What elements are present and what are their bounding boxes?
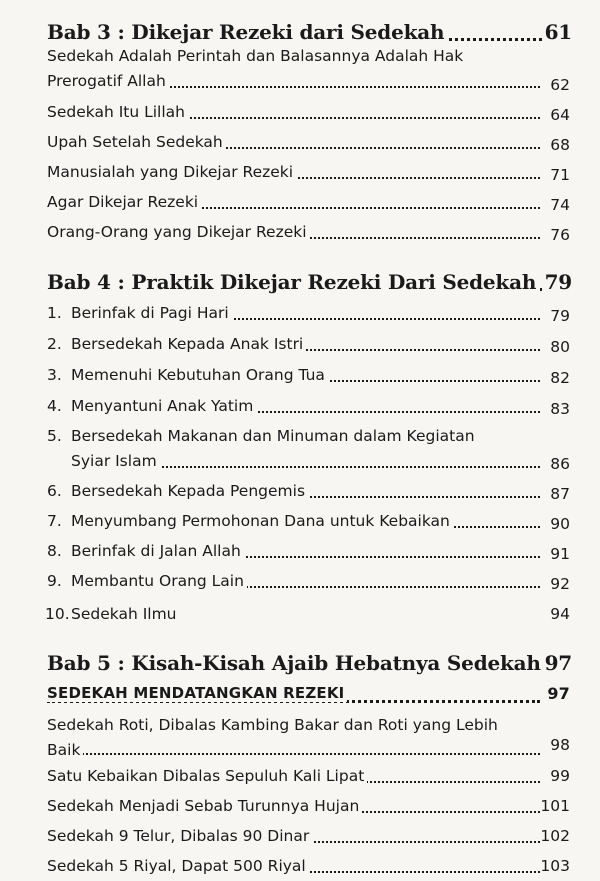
entry-title-line2: Syiar Islam — [47, 452, 160, 470]
entry-number: 6. — [47, 482, 62, 500]
entry-title: Berinfak di Jalan Allah — [71, 542, 241, 560]
entry-page: 82 — [550, 369, 570, 387]
entry-title: Upah Setelah Sedekah — [47, 133, 226, 151]
entry-title: Menyumbang Permohonan Dana untuk Kebaikan — [71, 512, 450, 530]
entry-number: 8. — [47, 542, 62, 560]
entry-page: 103 — [540, 857, 570, 875]
entry-page: 64 — [550, 106, 570, 124]
entry-title: Sedekah Menjadi Sebab Turunnya Hujan — [47, 797, 362, 815]
entry-title: Manusialah yang Dikejar Rezeki — [47, 163, 296, 181]
entry-number: 9. — [47, 572, 62, 590]
chapter-page: 79 — [544, 270, 572, 294]
entry-page: 71 — [550, 166, 570, 184]
entry-number: 5. — [47, 427, 62, 445]
subheading-title: SEDEKAH MENDATANGKAN REZEKI — [47, 684, 347, 702]
entry-page: 87 — [550, 485, 570, 503]
entry-title: Bersedekah Kepada Anak Istri — [71, 335, 304, 353]
entry-number: 2. — [47, 335, 62, 353]
entry-title: Menyantuni Anak Yatim — [71, 397, 254, 415]
entry-title-line2: Prerogatif Allah — [47, 72, 169, 90]
entry-title: Orang-Orang yang Dikejar Rezeki — [47, 223, 310, 241]
entry-page: 86 — [550, 455, 570, 473]
entry-title: Sedekah 5 Riyal, Dapat 500 Riyal — [47, 857, 309, 875]
entry-title-line2: Baik — [47, 741, 83, 759]
entry-title: Memenuhi Kebutuhan Orang Tua — [71, 366, 325, 384]
entry-page: 102 — [540, 827, 570, 845]
entry-page: 74 — [550, 196, 570, 214]
entry-title: Satu Kebaikan Dibalas Sepuluh Kali Lipat — [47, 767, 367, 785]
entry-number: 3. — [47, 366, 62, 384]
entry-title: Berinfak di Pagi Hari — [71, 304, 229, 322]
entry-page: 80 — [550, 338, 570, 356]
entry-title-line1: Bersedekah Makanan dan Minuman dalam Kegiatan — [71, 427, 475, 445]
entry-title: Sedekah 9 Telur, Dibalas 90 Dinar — [47, 827, 312, 845]
chapter-page: 61 — [544, 20, 572, 44]
entry-number: 10. — [45, 605, 70, 623]
entry-page: 94 — [550, 605, 570, 623]
entry-page: 62 — [550, 76, 570, 94]
chapter-title: Bab 3 : Dikejar Rezeki dari Sedekah — [47, 20, 448, 44]
chapter-title: Bab 4 : Praktik Dikejar Rezeki Dari Sedekah — [47, 270, 540, 294]
chapter-page: 97 — [544, 651, 572, 675]
entry-title-line1: Sedekah Adalah Perintah dan Balasannya Adalah Hak — [47, 47, 466, 65]
entry-page: 92 — [550, 575, 570, 593]
entry-number: 1. — [47, 304, 62, 322]
chapter-title: Bab 5 : Kisah-Kisah Ajaib Hebatnya Sedekah — [47, 651, 545, 675]
entry-number: 4. — [47, 397, 62, 415]
entry-title: Sedekah Ilmu — [71, 605, 177, 623]
entry-page: 101 — [540, 797, 570, 815]
entry-title-line1: Sedekah Roti, Dibalas Kambing Bakar dan Roti yang Lebih — [47, 716, 501, 734]
entry-title: Agar Dikejar Rezeki — [47, 193, 201, 211]
entry-title: Bersedekah Kepada Pengemis — [71, 482, 306, 500]
entry-title: Sedekah Itu Lillah — [47, 103, 188, 121]
entry-page: 76 — [550, 226, 570, 244]
entry-page: 91 — [550, 545, 570, 563]
dot-leader — [47, 739, 540, 755]
entry-number: 7. — [47, 512, 62, 530]
entry-title: Membantu Orang Lain — [71, 572, 244, 590]
entry-page: 98 — [550, 736, 570, 754]
subheading-page: 97 — [547, 684, 570, 703]
entry-page: 99 — [550, 767, 570, 785]
entry-page: 79 — [550, 307, 570, 325]
entry-page: 68 — [550, 136, 570, 154]
entry-page: 90 — [550, 515, 570, 533]
entry-page: 83 — [550, 400, 570, 418]
